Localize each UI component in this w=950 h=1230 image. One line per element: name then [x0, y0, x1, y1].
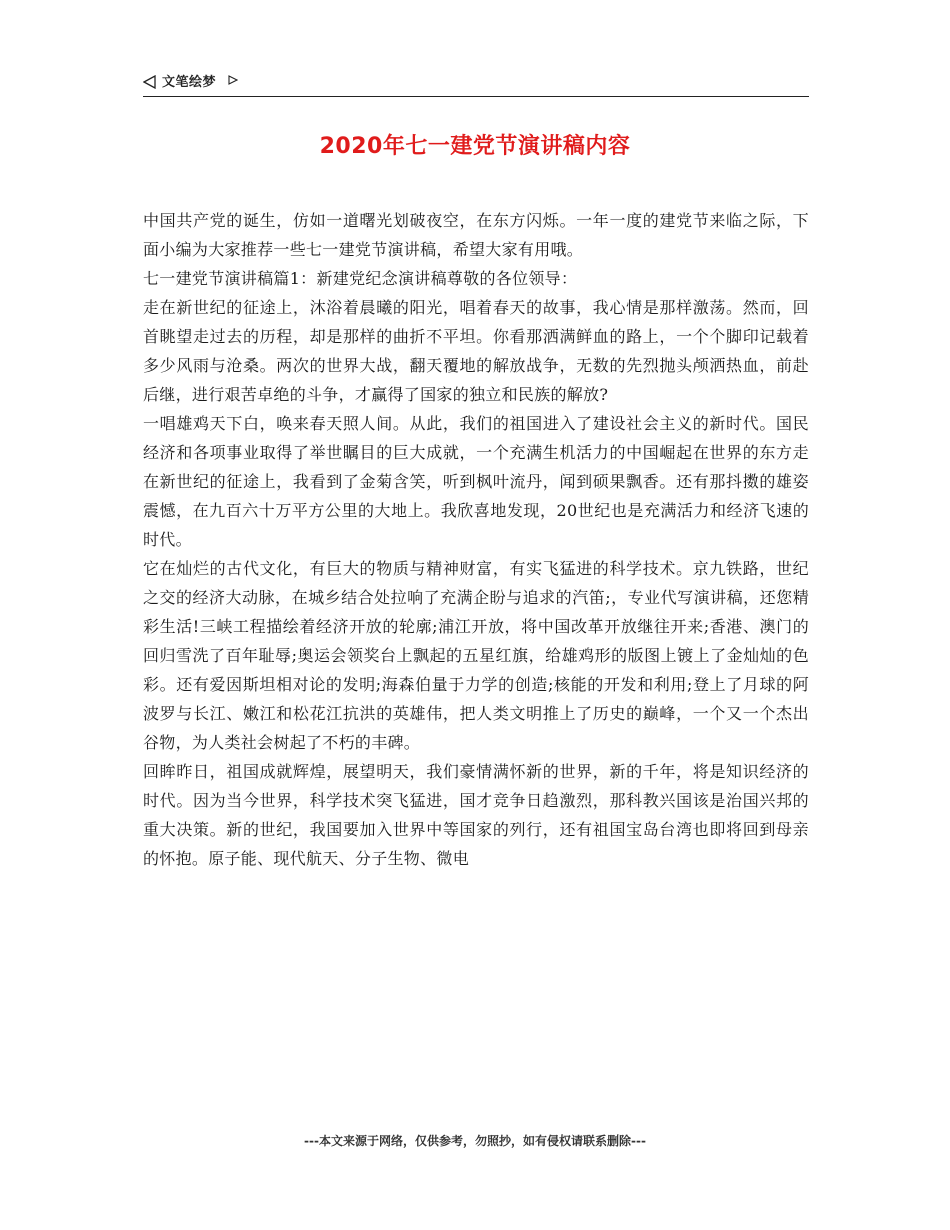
right-triangle-icon	[228, 75, 238, 85]
paragraph-intro: 中国共产党的诞生，仿如一道曙光划破夜空，在东方闪烁。一年一度的建党节来临之际，下面小编为大家推荐一些七一建党节演讲稿，希望大家有用哦。	[143, 211, 809, 259]
paragraph-body: 一唱雄鸡天下白，唤来春天照人间。从此，我们的祖国进入了建设社会主义的新时代。国民经济和各项事业取得了举世瞩目的巨大成就，一个充满生机活力的中国崛起在世界的东方走在新世纪的征途上，我看到了金菊含笑，听到枫叶流丹，闻到硕果飘香。还有那抖擞的雄姿震憾，在九百六十万平方公里的大地上。我欣喜地发现，20世纪也是充满活力和经济飞速的时代。	[143, 414, 809, 549]
page-footer-disclaimer: ---本文来源于网络，仅供参考，勿照抄，如有侵权请联系删除---	[304, 1134, 646, 1148]
paragraph-body: 回眸昨日，祖国成就辉煌，展望明天，我们豪情满怀新的世界，新的千年，将是知识经济的时代。因为当今世界，科学技术突飞猛进，国才竞争日趋激烈，那科教兴国该是治国兴邦的重大决策。新的世纪，我国要加入世界中等国家的列行，还有祖国宝岛台湾也即将回到母亲的怀抱。原子能、现代航天、分子生物、微电	[143, 762, 809, 868]
paragraph-heading: 七一建党节演讲稿篇1：新建党纪念演讲稿尊敬的各位领导：	[143, 269, 578, 288]
page-header	[143, 70, 809, 97]
left-triangle-icon	[143, 75, 157, 89]
document-body	[143, 206, 809, 873]
paragraph-body: 它在灿烂的古代文化，有巨大的物质与精神财富，有实飞猛进的科学技术。京九铁路，世纪之交的经济大动脉，在城乡结合处拉响了充满企盼与追求的汽笛;，专业代写演讲稿，还您精彩生活!三峡工程描绘着经济开放的轮廓;浦江开放，将中国改革开放继往开来;香港、澳门的回归雪洗了百年耻辱;奥运会领奖台上飘起的五星红旗，给雄鸡形的版图上镀上了金灿灿的色彩。还有爱因斯坦相对论的发明;海森伯量于力学的创造;核能的开发和利用;登上了月球的阿波罗与长江、嫩江和松花江抗洪的英雄伟，把人类文明推上了历史的巅峰，一个又一个杰出谷物，为人类社会树起了不朽的丰碑。	[143, 559, 809, 752]
document-title: 2020年七一建党节演讲稿内容	[319, 134, 631, 159]
paragraph-body: 走在新世纪的征途上，沐浴着晨曦的阳光，唱着春天的故事，我心情是那样激荡。然而，回首眺望走过去的历程，却是那样的曲折不平坦。你看那洒满鲜血的路上，一个个脚印记载着多少风雨与沧桑。两次的世界大战，翻天覆地的解放战争，无数的先烈抛头颅洒热血，前赴后继，进行艰苦卓绝的斗争，才赢得了国家的独立和民族的解放?	[143, 298, 809, 404]
brand-name: 文笔绘梦	[162, 75, 217, 90]
